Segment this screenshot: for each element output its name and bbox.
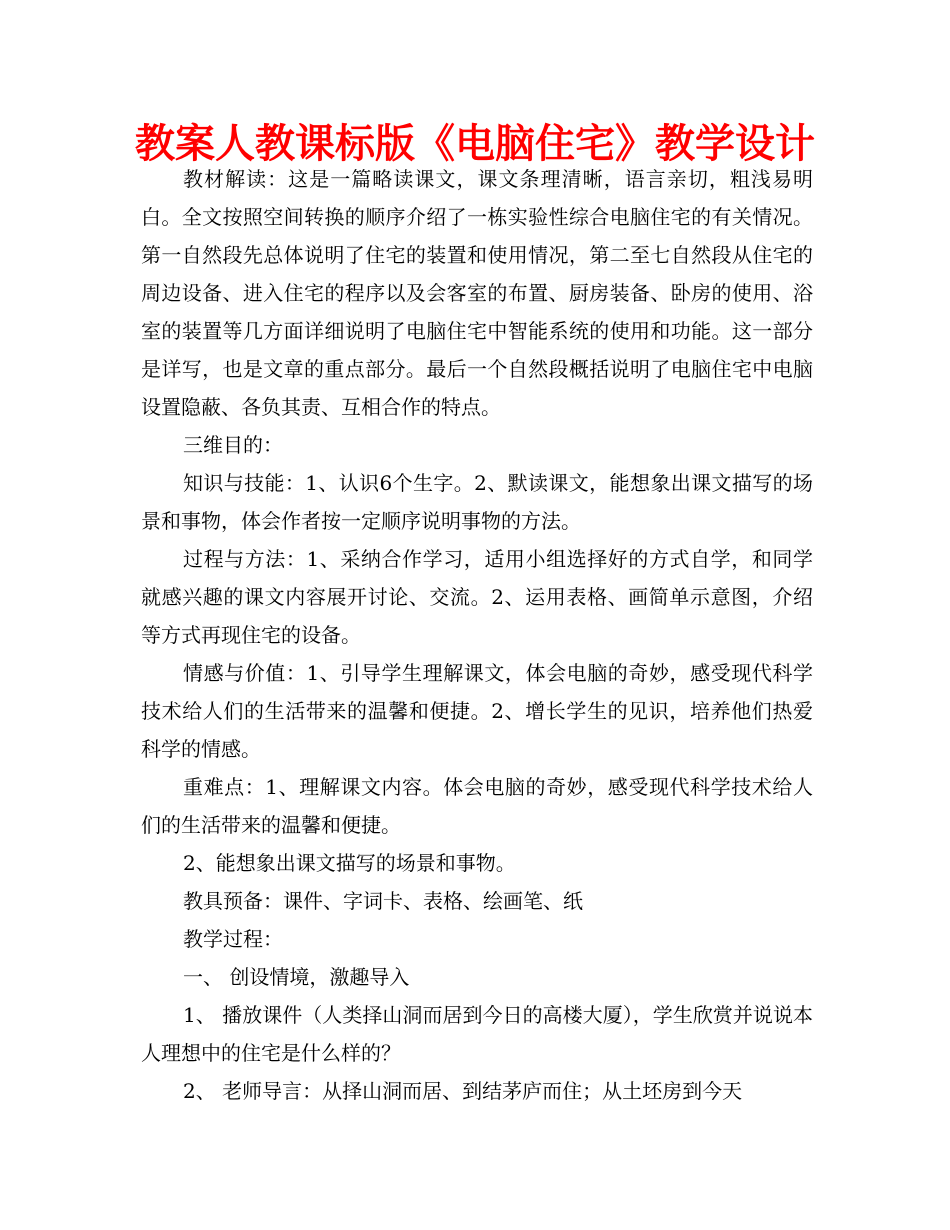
paragraph-textbook-analysis: 教材解读：这是一篇略读课文，课文条理清晰，语言亲切，粗浅易明白。全文按照空间转换的顺序介绍了一栋实验性综合电脑住宅的有关情况。第一自然段先总体说明了住宅的装置和使用情况，第二至七自然段从住宅的周边设备、进入住宅的程序以及会客室的布置、厨房装备、卧房的使用、浴室的装置等几方面详细说明了电脑住宅中智能系统的使用和功能。这一部分是详写，也是文章的重点部分。最后一个自然段概括说明了电脑住宅中电脑设置隐蔽、各负其责、互相合作的特点。 [141,167,813,419]
paragraph-key-difficulties-2: 2、能想象出课文描写的场景和事物。 [183,851,516,875]
paragraph-process-methods: 过程与方法：1、采纳合作学习，适用小组选择好的方式自学，和同学就感兴趣的课文内容展开讨论、交流。2、运用表格、画简单示意图，介绍等方式再现住宅的设备。 [141,547,813,647]
paragraph-key-difficulties: 重难点：1、理解课文内容。体会电脑的奇妙，感受现代科学技术给人们的生活带来的温馨和便捷。 [141,775,813,837]
paragraph-emotion-values: 情感与价值：1、引导学生理解课文，体会电脑的奇妙，感受现代科学技术给人们的生活带来的温馨和便捷。2、增长学生的见识，培养他们热爱科学的情感。 [141,661,813,761]
paragraph-knowledge-skills: 知识与技能：1、认识6个生字。2、默读课文，能想象出课文描写的场景和事物，体会作者按一定顺序说明事物的方法。 [141,471,813,533]
paragraph-step-one: 1、 播放课件（人类择山洞而居到今日的高楼大厦），学生欣赏并说说本人理想中的住宅是什么样的？ [141,1003,813,1065]
document-title: 教案人教课标版《电脑住宅》教学设计 [135,121,815,167]
paragraph-step-two: 2、 老师导言：从择山洞而居、到结茅庐而住；从土坯房到今天 [183,1079,743,1103]
paragraph-teaching-process: 教学过程： [183,927,283,951]
paragraph-objectives-heading: 三维目的： [183,433,283,457]
document-body [141,160,813,1110]
paragraph-section-one: 一、 创设情境，激趣导入 [183,965,410,989]
paragraph-teaching-aids: 教具预备：课件、字词卡、表格、绘画笔、纸 [183,889,583,913]
